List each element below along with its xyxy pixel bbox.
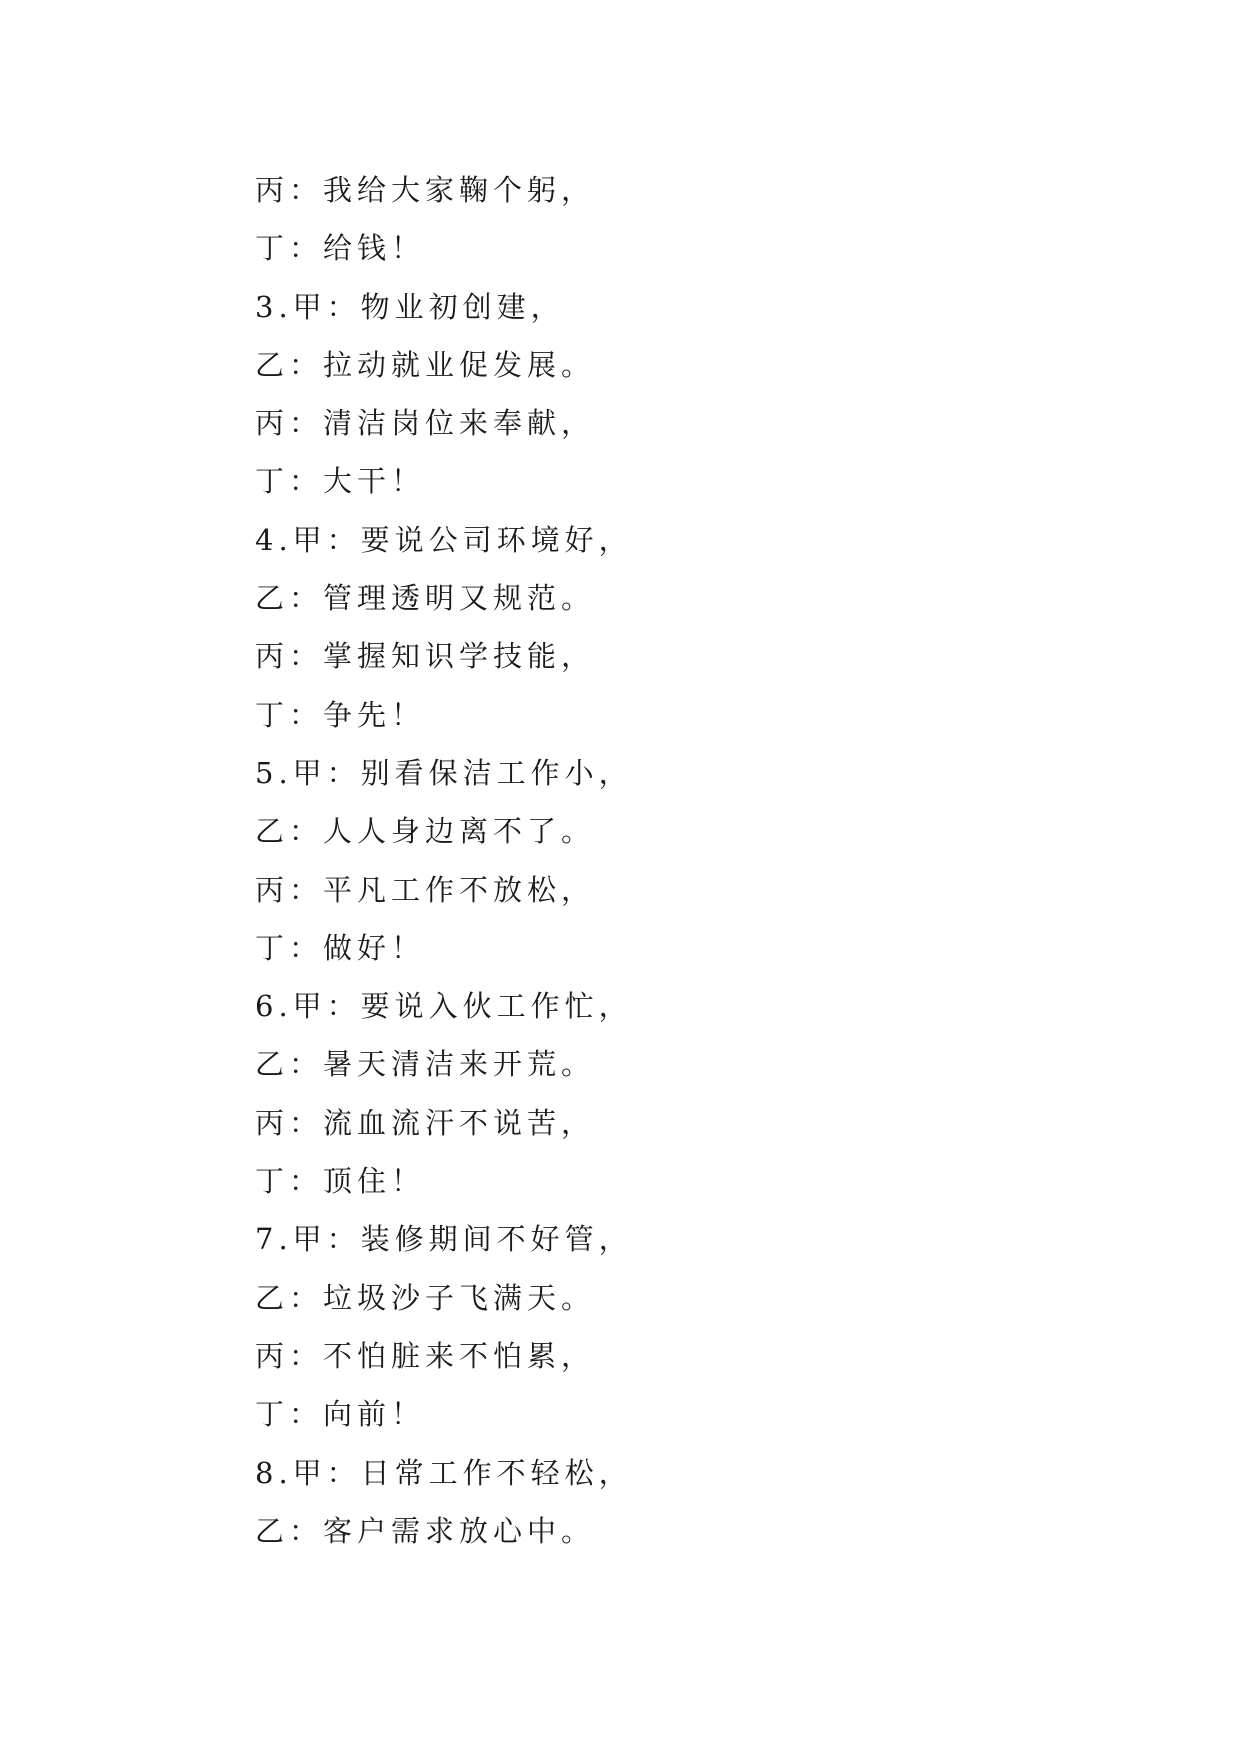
- dialogue-line: 乙：客户需求放心中。: [255, 1513, 596, 1548]
- dialogue-line: 丙：清洁岗位来奉献，: [255, 406, 596, 441]
- dialogue-line: 乙：垃圾沙子飞满天。: [255, 1280, 596, 1315]
- dialogue-line: 丁：顶住！: [255, 1164, 426, 1199]
- dialogue-line: 丁：给钱！: [255, 231, 426, 266]
- dialogue-line: 丁：向前！: [255, 1397, 426, 1432]
- dialogue-line: 乙：拉动就业促发展。: [255, 347, 596, 382]
- dialogue-line: 7.甲：装修期间不好管，: [255, 1222, 633, 1257]
- dialogue-line: 丙：流血流汗不说苦，: [255, 1105, 596, 1140]
- dialogue-line: 6.甲：要说入伙工作忙，: [255, 989, 633, 1024]
- dialogue-line: 8.甲：日常工作不轻松，: [255, 1455, 633, 1490]
- dialogue-line: 丙：掌握知识学技能，: [255, 639, 596, 674]
- dialogue-line: 3.甲：物业初创建，: [255, 289, 565, 324]
- dialogue-line: 乙：暑天清洁来开荒。: [255, 1047, 596, 1082]
- dialogue-line: 丙：我给大家鞠个躬，: [255, 173, 596, 207]
- dialogue-line: 丙：平凡工作不放松，: [255, 872, 596, 907]
- dialogue-lines: [255, 161, 633, 1560]
- dialogue-line: 丁：争先！: [255, 697, 426, 732]
- dialogue-line: 乙：人人身边离不了。: [255, 814, 596, 849]
- dialogue-line: 丁：做好！: [255, 930, 426, 965]
- dialogue-line: 4.甲：要说公司环境好，: [255, 522, 633, 557]
- dialogue-line: 5.甲：别看保洁工作小，: [255, 755, 633, 790]
- dialogue-line: 丙：不怕脏来不怕累，: [255, 1338, 596, 1373]
- dialogue-line: 丁：大干！: [255, 464, 426, 499]
- dialogue-line: 乙：管理透明又规范。: [255, 581, 596, 616]
